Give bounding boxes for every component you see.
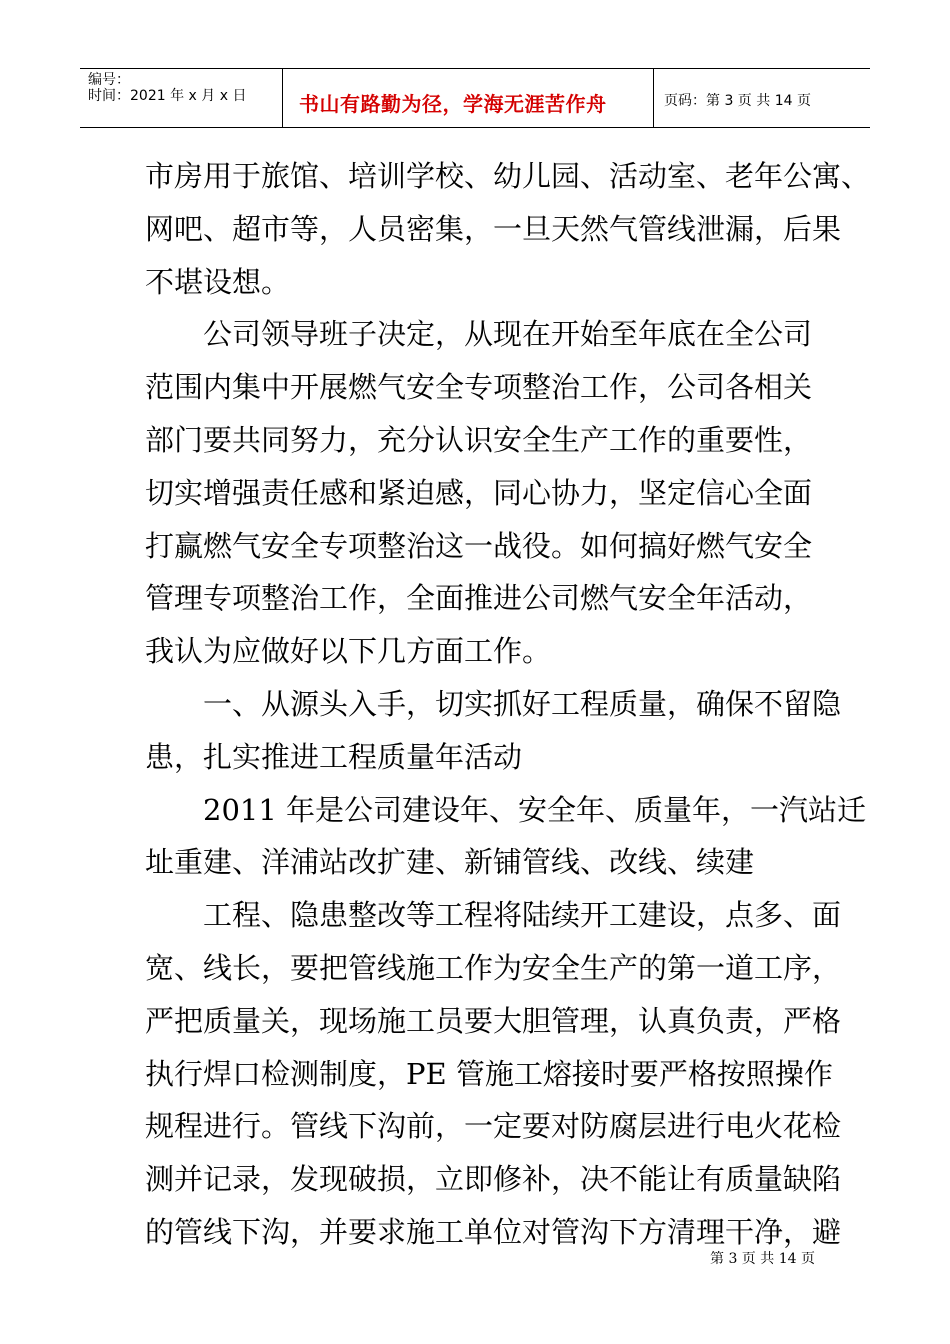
text-line: 切实增强责任感和紧迫感，同心协力，坚定信心全面: [145, 475, 813, 510]
motto: 书山有路勤为径，学海无涯苦作舟: [299, 92, 607, 116]
text-line: 部门要共同努力，充分认识安全生产工作的重要性，: [145, 422, 813, 457]
text-line: 执行焊口检测制度，PE 管施工熔接时要严格按照操作: [145, 1056, 833, 1091]
document-body: [145, 150, 871, 1259]
text-line: 测并记录，发现破损，立即修补，决不能让有质量缺陷: [145, 1162, 842, 1197]
text-line: 管理专项整治工作，全面推进公司燃气安全年活动，: [145, 581, 813, 616]
text-line: 范围内集中开展燃气安全专项整治工作，公司各相关: [145, 370, 813, 405]
code-label: 编号：: [88, 72, 130, 88]
section-heading-line: 患，扎实推进工程质量年活动: [145, 739, 523, 774]
text-line: 2011 年是公司建设年、安全年、质量年，一汽站迁: [203, 792, 867, 827]
text-line: 公司领导班子决定，从现在开始至年底在全公司: [203, 317, 813, 352]
text-line: 的管线下沟，并要求施工单位对管沟下方清理干净，避: [145, 1214, 842, 1249]
text-line: 我认为应做好以下几方面工作。: [145, 634, 552, 669]
text-line: 打赢燃气安全专项整治这一战役。如何搞好燃气安全: [145, 528, 813, 563]
text-line: 严把质量关，现场施工员要大胆管理，认真负责，严格: [145, 1003, 842, 1038]
time-label: 时间：2021 年 x 月 x 日: [88, 88, 247, 104]
section-heading-line: 一、从源头入手，切实抓好工程质量，确保不留隐: [203, 686, 842, 721]
header-motto-cell: [282, 69, 654, 127]
header-page-number: 页码：第 3 页 共 14 页: [664, 93, 811, 109]
text-line: 宽、线长，要把管线施工作为安全生产的第一道工序，: [145, 950, 842, 985]
text-line: 址重建、洋浦站改扩建、新铺管线、改线、续建: [145, 845, 755, 880]
text-line: 不堪设想。: [145, 264, 291, 299]
text-line: 市房用于旅馆、培训学校、幼儿园、活动室、老年公寓、: [145, 159, 871, 193]
header-meta: [80, 69, 282, 127]
header-page-cell: [654, 69, 870, 127]
text-line: 网吧、超市等，人员密集，一旦天然气管线泄漏，后果: [145, 211, 842, 246]
page-header: [80, 68, 870, 128]
text-line: 工程、隐患整改等工程将陆续开工建设，点多、面: [203, 898, 842, 933]
footer-page-number: 第 3 页 共 14 页: [710, 1251, 815, 1267]
text-line: 规程进行。管线下沟前，一定要对防腐层进行电火花检: [145, 1109, 842, 1144]
